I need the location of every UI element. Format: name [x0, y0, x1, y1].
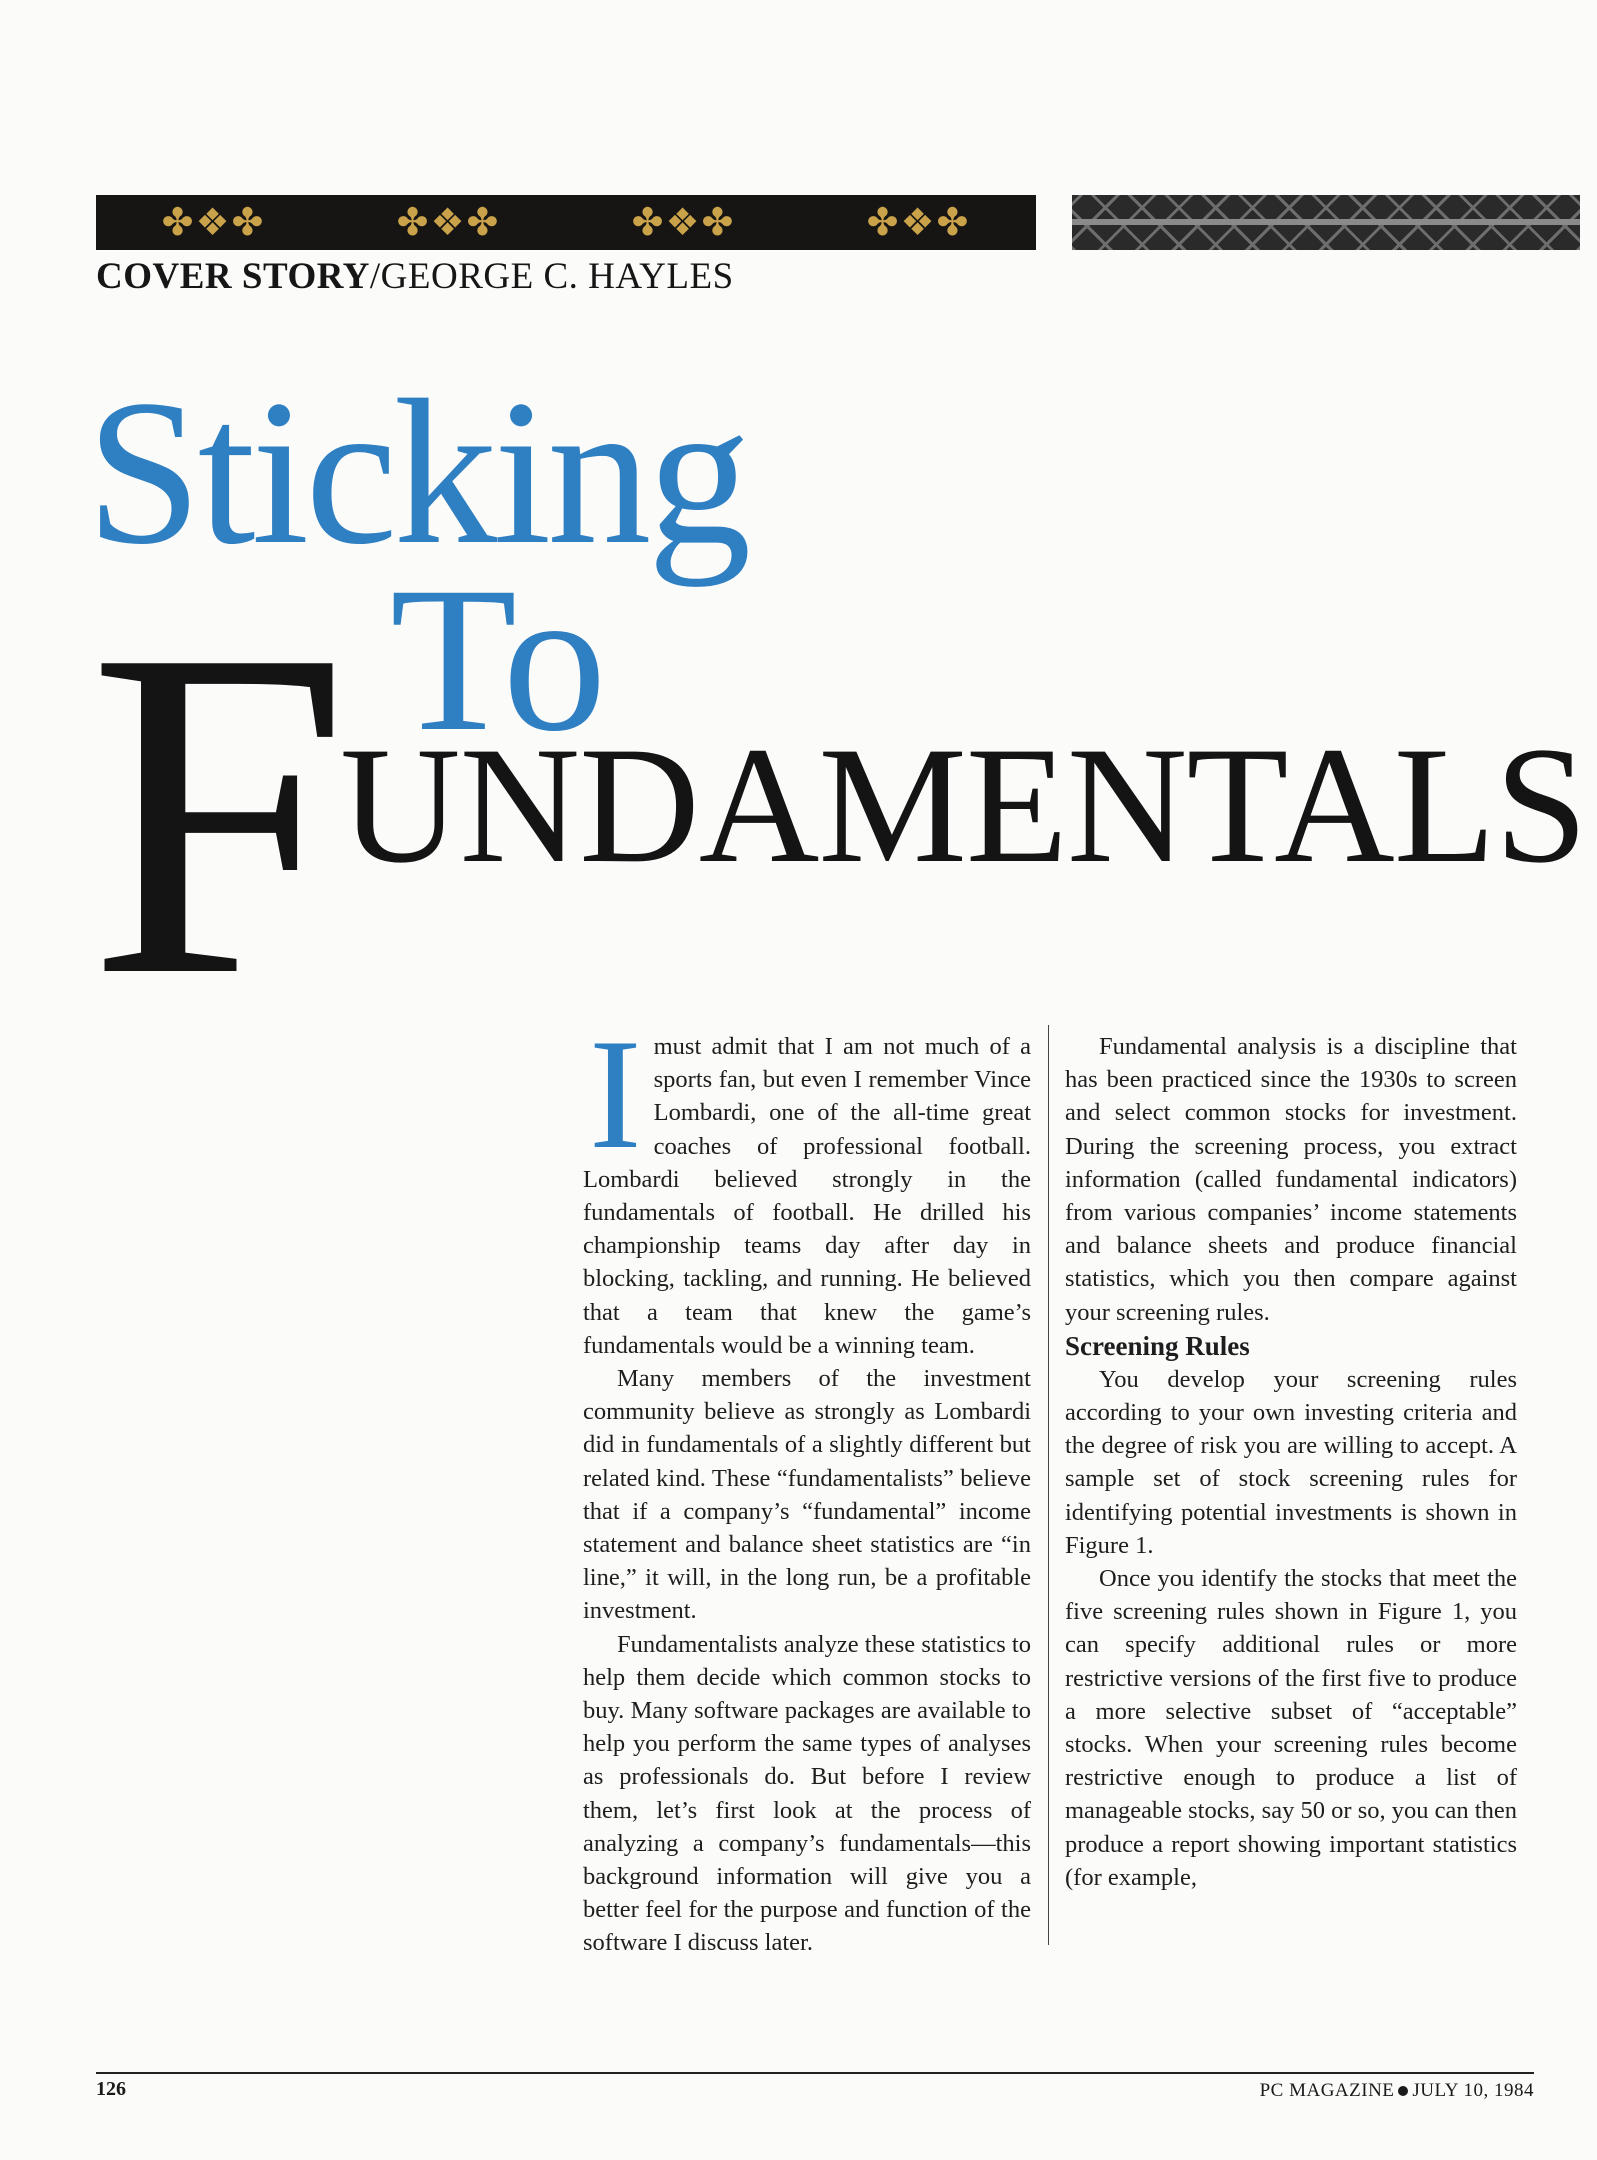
ornamental-band-right [1072, 195, 1580, 250]
article-column-2 [1065, 1030, 1517, 1894]
section-label: COVER STORY [96, 256, 370, 297]
issue-date: JULY 10, 1984 [1412, 2080, 1534, 2101]
paragraph: You develop your screening rules according to your own investing criteria and the degree of risk you are willing to accept. A sample set of stock screening rules for identifying potential investments is shown in Figure 1. [1065, 1365, 1517, 1559]
footer-publication-date [1260, 2080, 1534, 2102]
title-line-to: To [390, 544, 607, 774]
section-header [96, 255, 734, 298]
title-line-fundamentals: UNDAMENTALS [340, 713, 1587, 898]
paragraph: Many members of the investment community believe as strongly as Lombardi did in fundamentals of a slightly different but related kind. These “fundamentalists” believe that if a company’s “fundamental” income statement and balance sheet statistics are “in line,” it will, in the long run, be a profitable investment. [583, 1365, 1031, 1625]
article-column-1 [583, 1007, 1031, 1960]
title-line-sticking: Sticking [86, 357, 748, 587]
paragraph: Imust admit that I am not much of a sports fan, but even I remember Vince Lombardi, one of the all-time great coaches of professional football. Lombardi believed strongly in the fundamentals of football. He drilled his championship teams day after day in blocking, tackling, and running. He believed that a team that knew the game’s fundamentals would be a winning team. [583, 1007, 1031, 1359]
ornament-icon: ✤❖✤ [631, 202, 736, 244]
ornamental-band-left [96, 195, 1036, 250]
footer-rule [96, 2072, 1534, 2074]
page-number: 126 [96, 2078, 126, 2100]
bullet-icon [1398, 2086, 1408, 2096]
author-byline: /GEORGE C. HAYLES [369, 256, 734, 297]
paragraph: Fundamentalists analyze these statistics to help them decide which common stocks to buy. Many software packages are available to help you perform the same types of analyses as professionals do. But before I review them, let’s first look at the process of analyzing a company’s fundamentals—this background information will give you a better feel for the purpose and function of the software I discuss later. [583, 1630, 1031, 1957]
subheading-screening-rules: Screening Rules [1065, 1330, 1250, 1361]
ornament-icon: ✤❖✤ [866, 202, 971, 244]
ornament-icon: ✤❖✤ [396, 202, 501, 244]
title-initial-f: F [88, 552, 350, 1073]
column-divider [1048, 1025, 1049, 1945]
publication-name: PC MAGAZINE [1259, 2080, 1395, 2101]
paragraph: Once you identify the stocks that meet the five screening rules shown in Figure 1, you can specify additional rules or more restrictive versions of the first five to produce a more selective subset of “acceptable” stocks. When your screening rules become restrictive enough to produce a list of manageable stocks, say 50 or so, you can then produce a report showing important statistics (for example, [1065, 1565, 1517, 1891]
paragraph: Fundamental analysis is a discipline that has been practiced since the 1930s to screen and select common stocks for investment. During the screening process, you extract information (called fundamental indicators) from various companies’ income statements and balance sheets and produce financial statistics, which you then compare against your screening rules. [1065, 1033, 1517, 1326]
ornament-icon: ✤❖✤ [161, 202, 266, 244]
drop-cap: I [589, 1007, 642, 1182]
